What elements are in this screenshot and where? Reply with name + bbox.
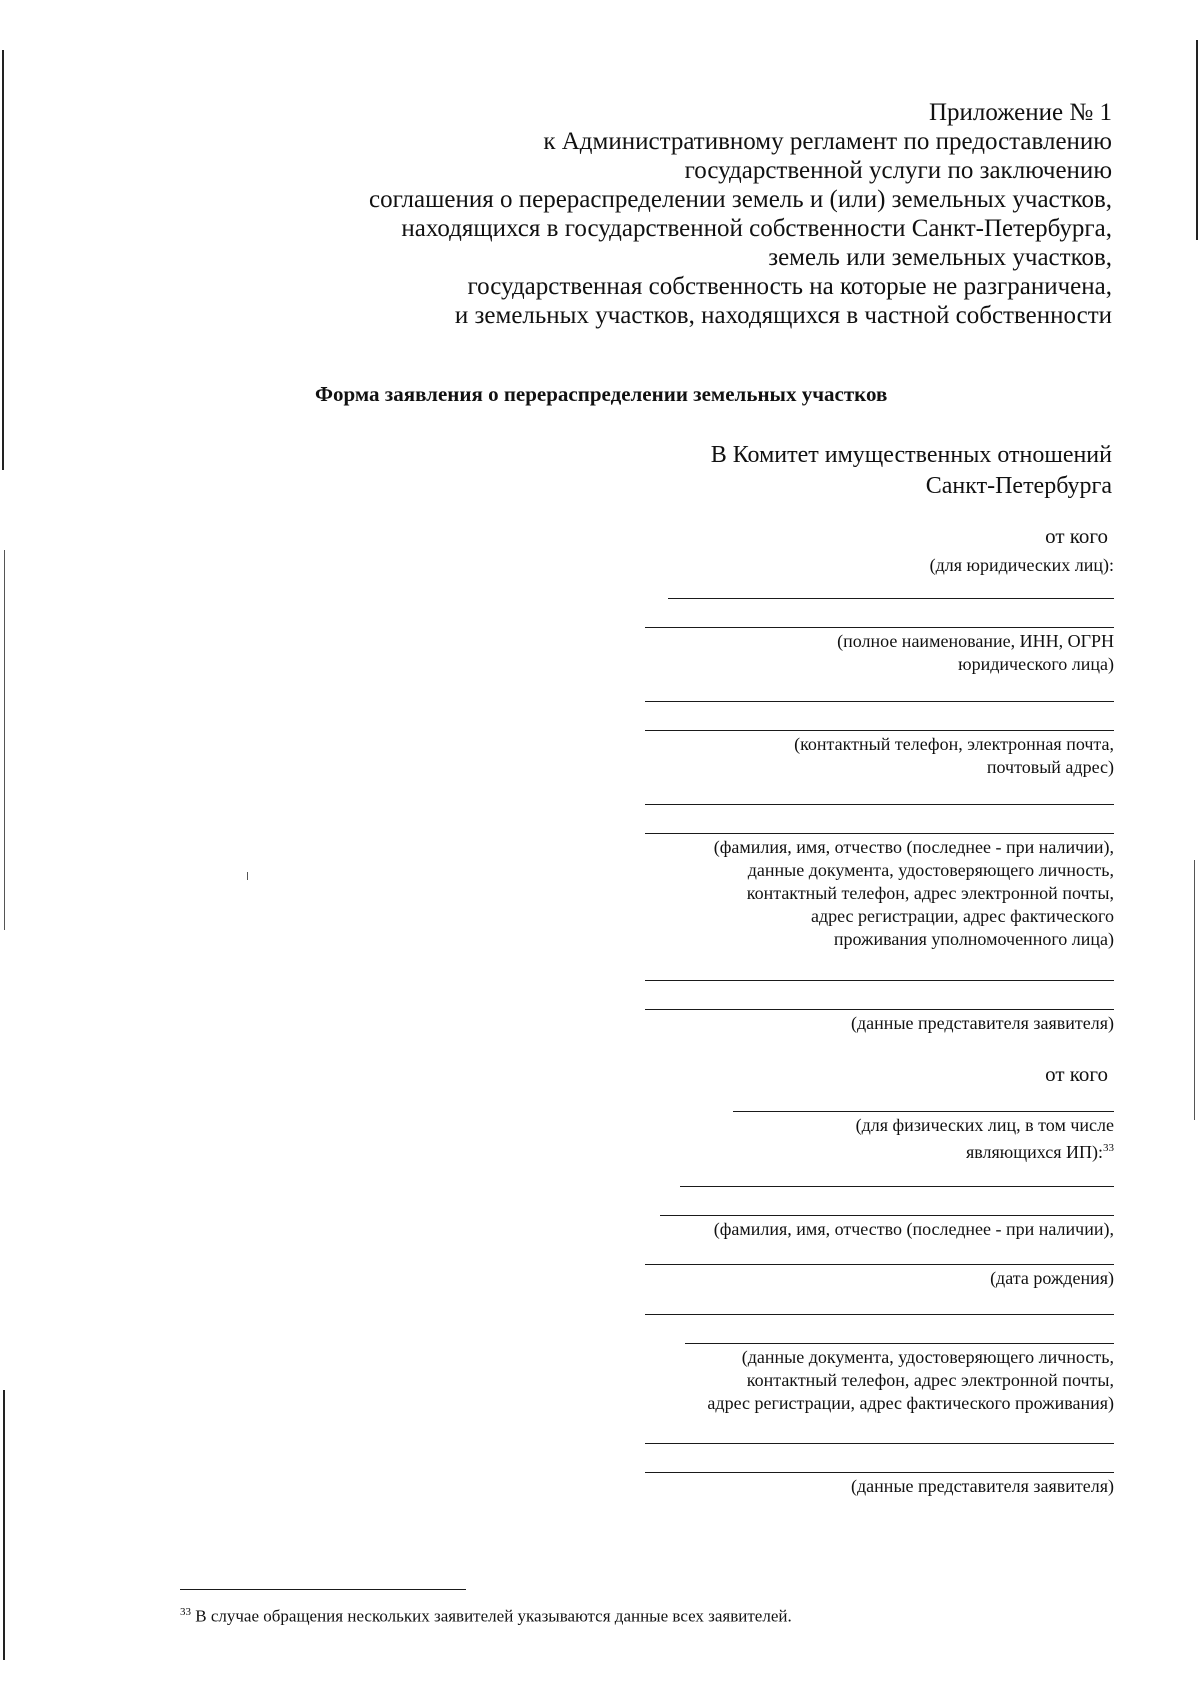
header-line: государственной услуги по заключению xyxy=(684,157,1112,184)
legal-representative-line-1[interactable] xyxy=(645,980,1114,981)
footnote xyxy=(180,1606,792,1627)
caption-line: данные документа, удостоверяющего личность, xyxy=(747,860,1114,880)
caption-line: юридического лица) xyxy=(958,654,1114,674)
caption-line: (фамилия, имя, отчество (последнее - при наличии), xyxy=(713,837,1114,857)
individual-subtitle xyxy=(594,1114,1114,1164)
individual-fio-line-2[interactable] xyxy=(660,1215,1114,1216)
legal-contacts-line-2[interactable] xyxy=(645,730,1114,731)
scan-edge-stray-mark xyxy=(247,872,248,880)
caption-line: (полное наименование, ИНН, ОГРН xyxy=(837,631,1114,651)
form-title: Форма заявления о перераспределении земельных участков xyxy=(315,382,888,406)
addressee-line-1: В Комитет имущественных отношений xyxy=(710,442,1112,468)
legal-authorized-caption xyxy=(594,836,1114,951)
legal-name-caption xyxy=(594,630,1114,676)
caption-line: (контактный телефон, электронная почта, xyxy=(794,734,1114,754)
caption-line: (данные документа, удостоверяющего личность, xyxy=(741,1347,1114,1367)
legal-subtitle: (для юридических лиц): xyxy=(929,555,1114,575)
header-line: находящихся в государственной собственности Санкт-Петербурга, xyxy=(401,215,1112,242)
individual-fio-caption: (фамилия, имя, отчество (последнее - при наличии), xyxy=(713,1219,1114,1239)
scan-edge-left-top xyxy=(2,50,4,470)
caption-line: контактный телефон, адрес электронной почты, xyxy=(746,1370,1114,1390)
individual-birthdate-line[interactable] xyxy=(645,1264,1114,1265)
header-line: соглашения о перераспределении земель и (или) земельных участков, xyxy=(368,186,1112,213)
appendix-header xyxy=(312,98,1112,330)
legal-name-line-1[interactable] xyxy=(668,598,1114,599)
individual-document-line-1[interactable] xyxy=(645,1314,1114,1315)
caption-text: являющихся ИП): xyxy=(966,1142,1103,1162)
caption-line: (для физических лиц, в том числе xyxy=(855,1115,1114,1135)
footnote-separator xyxy=(180,1589,466,1590)
legal-authorized-line-1[interactable] xyxy=(645,804,1114,805)
header-line: к Административному регламент по предоставлению xyxy=(543,128,1112,155)
individual-representative-line-1[interactable] xyxy=(645,1443,1114,1444)
scan-edge-right-top xyxy=(1196,40,1198,240)
individual-document-line-2[interactable] xyxy=(685,1343,1114,1344)
individual-representative-caption: (данные представителя заявителя) xyxy=(851,1476,1114,1496)
footnote-number: 33 xyxy=(180,1606,191,1618)
legal-contacts-caption xyxy=(594,733,1114,779)
caption-line: адрес регистрации, адрес фактического xyxy=(810,906,1114,926)
header-line: и земельных участков, находящихся в частной собственности xyxy=(454,302,1112,329)
individual-document-caption xyxy=(594,1346,1114,1415)
footnote-reference[interactable]: 33 xyxy=(1103,1142,1114,1154)
addressee-block xyxy=(612,440,1112,502)
legal-representative-line-2[interactable] xyxy=(645,1009,1114,1010)
individual-birthdate-caption: (дата рождения) xyxy=(990,1268,1114,1288)
footnote-text: В случае обращения нескольких заявителей указываются данные всех заявителей. xyxy=(191,1606,792,1626)
legal-authorized-line-2[interactable] xyxy=(645,833,1114,834)
header-line: государственная собственность на которые не разграничена, xyxy=(467,273,1112,300)
scan-edge-left-mid xyxy=(4,550,5,930)
legal-name-line-2[interactable] xyxy=(645,627,1114,628)
legal-contacts-line-1[interactable] xyxy=(645,701,1114,702)
header-line: Приложение № 1 xyxy=(928,99,1112,126)
legal-representative-caption: (данные представителя заявителя) xyxy=(851,1013,1114,1033)
caption-line xyxy=(594,1137,1114,1164)
caption-line: почтовый адрес) xyxy=(986,757,1114,777)
addressee-line-2: Санкт-Петербурга xyxy=(925,473,1112,499)
caption-line: проживания уполномоченного лица) xyxy=(833,929,1114,949)
legal-from-label: от кого xyxy=(1045,524,1108,548)
header-line: земель или земельных участков, xyxy=(768,244,1112,271)
scan-edge-left-bottom xyxy=(3,1390,5,1660)
caption-line: контактный телефон, адрес электронной почты, xyxy=(746,883,1114,903)
scan-edge-right-mid xyxy=(1194,860,1195,1120)
individual-from-label: от кого xyxy=(1045,1062,1108,1086)
individual-representative-line-2[interactable] xyxy=(645,1472,1114,1473)
caption-line: адрес регистрации, адрес фактического проживания) xyxy=(707,1393,1114,1413)
individual-from-line[interactable] xyxy=(733,1111,1114,1112)
individual-fio-line-1[interactable] xyxy=(680,1186,1114,1187)
